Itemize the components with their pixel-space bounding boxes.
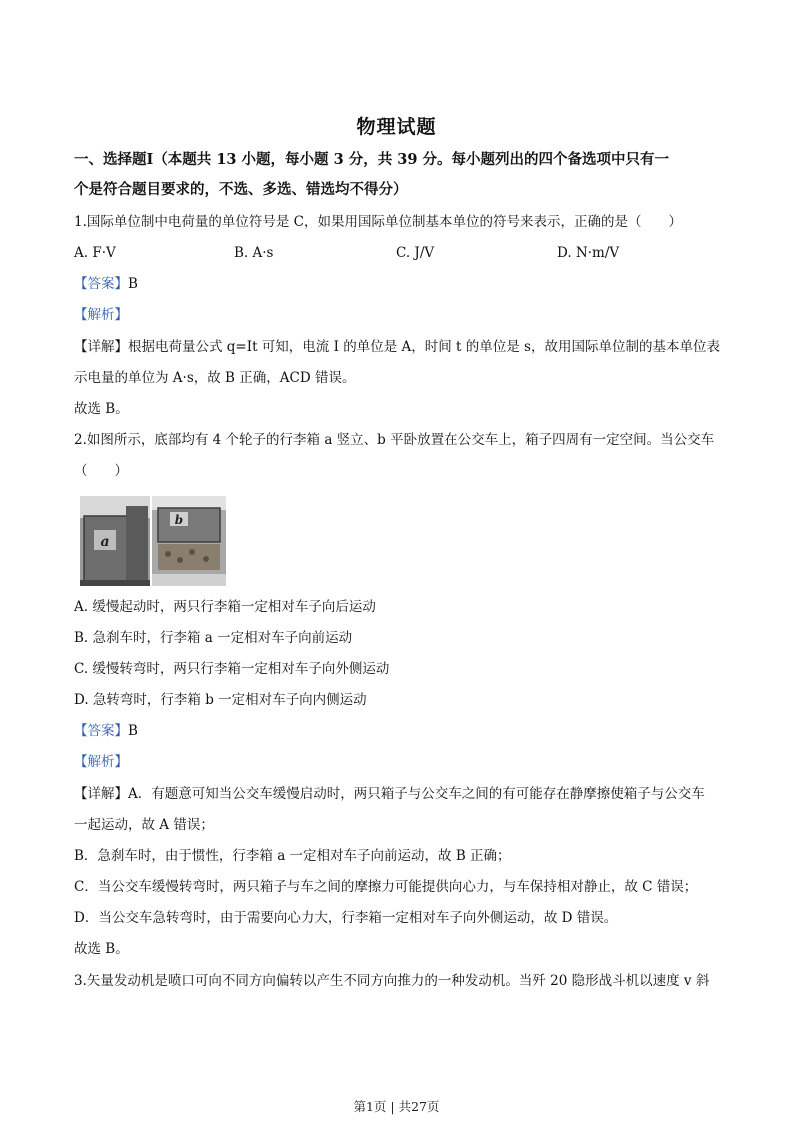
q1-option-c: C. J/V	[396, 245, 435, 261]
q2-analysis	[74, 752, 734, 772]
q2-conclusion: 故选 B。	[74, 941, 129, 957]
q2-detail-line-3: B．急刹车时，由于惯性，行李箱 a 一定相对车子向前运动，故 B 正确；	[74, 848, 511, 864]
detail-text: 根据电荷量公式 q=It 可知，电流 I 的单位是 A，时间 t 的单位是 s，故用国际单位制的基本单位表	[128, 339, 720, 355]
q1-option-a: A. F·V	[74, 245, 116, 261]
analysis-tag: 【解析】	[74, 754, 128, 770]
q2-detail-line-1	[74, 784, 734, 804]
q1-conclusion: 故选 B。	[74, 401, 129, 417]
q1-answer	[74, 274, 734, 294]
q2-answer	[74, 721, 734, 741]
answer-value: B	[128, 276, 138, 292]
q1-option-d: D. N·m/V	[557, 245, 620, 261]
q2-option-c: C. 缓慢转弯时，两只行李箱一定相对车子向外侧运动	[74, 661, 390, 677]
detail-tag: 【详解】	[74, 786, 128, 802]
analysis-tag: 【解析】	[74, 307, 128, 323]
q2-option-a: A. 缓慢起动时，两只行李箱一定相对车子向后运动	[74, 599, 376, 615]
q1-stem: 1.国际单位制中电荷量的单位符号是 C，如果用国际单位制基本单位的符号来表示，正确的是（ ）	[74, 214, 682, 230]
photo-suitcase-a	[80, 496, 150, 586]
q2-option-d: D. 急转弯时，行李箱 b 一定相对车子向内侧运动	[74, 692, 367, 708]
photo-label-a: a	[100, 534, 110, 550]
page-title: 物理试题	[356, 116, 437, 138]
q2-detail-line-4: C．当公交车缓慢转弯时，两只箱子与车之间的摩擦力可能提供向心力，与车保持相对静止，故 C 错误；	[74, 879, 698, 895]
answer-tag: 【答案】	[74, 276, 128, 292]
q2-detail-line-5: D．当公交车急转弯时，由于需要向心力大，行李箱一定相对车子向外侧运动，故 D 错误。	[74, 910, 618, 926]
q2-detail-line-2: 一起运动，故 A 错误；	[74, 817, 214, 833]
q3-stem-line-1: 3.矢量发动机是喷口可向不同方向偏转以产生不同方向推力的一种发动机。当歼 20 隐形战斗机以速度 v 斜	[74, 973, 710, 989]
answer-tag: 【答案】	[74, 723, 128, 739]
q2-stem-line-1: 2.如图所示，底部均有 4 个轮子的行李箱 a 竖立、b 平卧放置在公交车上，箱子四周有一定空间。当公交车	[74, 432, 715, 448]
q1-detail-line-2: 示电量的单位为 A·s，故 B 正确，ACD 错误。	[74, 370, 356, 386]
q2-option-b: B. 急刹车时，行李箱 a 一定相对车子向前运动	[74, 630, 353, 646]
q2-stem-line-2: （ ）	[74, 463, 128, 479]
q1-analysis	[74, 305, 734, 325]
detail-text: A．有题意可知当公交车缓慢启动时，两只箱子与公交车之间的有可能存在静摩擦使箱子与公交车	[128, 786, 705, 802]
section-heading-line-2: 个是符合题目要求的，不选、多选、错选均不得分）	[74, 181, 408, 198]
q1-detail-line-1	[74, 337, 734, 357]
page-footer: 第1页 | 共27页	[353, 1099, 440, 1114]
photo-label-b: b	[174, 513, 184, 527]
q2-figure	[80, 496, 226, 586]
detail-tag: 【详解】	[74, 339, 128, 355]
q1-option-b: B. A·s	[234, 245, 274, 261]
answer-value: B	[128, 723, 138, 739]
photo-suitcase-b	[152, 496, 226, 586]
section-heading-line-1: 一、选择题Ⅰ（本题共 13 小题，每小题 3 分，共 39 分。每小题列出的四个备选项中只有一	[74, 151, 670, 168]
